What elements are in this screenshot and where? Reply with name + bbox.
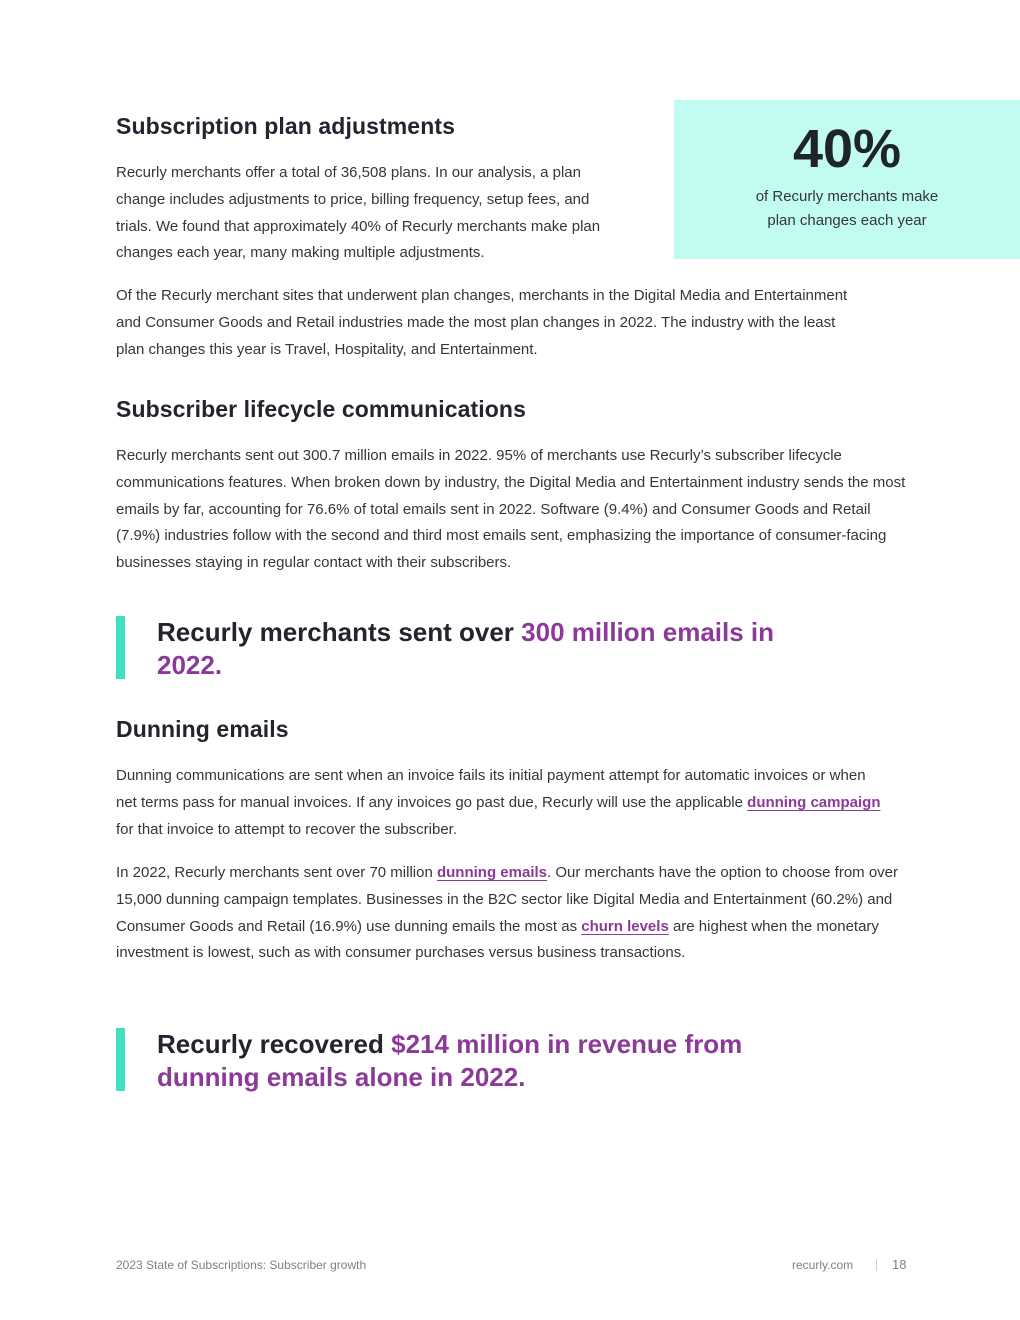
paragraph-dunning-communications — [116, 763, 886, 843]
callout-highlight-text: $214 million in revenue from dunning emails alone in 2022. — [157, 1029, 743, 1092]
callout-text — [157, 616, 836, 682]
footer-document-title: 2023 State of Subscriptions: Subscriber growth — [116, 1258, 367, 1272]
paragraph-plans: Recurly merchants offer a total of 36,508 plans. In our analysis, a plan change includes adjustments to price, billing frequency, setup fees, and trials. We found that approximately 40% of Recurly merchants make plan changes each year, many making multiple adjustments. — [116, 164, 601, 262]
callout-accent-bar — [116, 1028, 125, 1091]
dunning-stats-text-2: . Our merchants have the option to choose from over 15,000 dunning campaign templates. Businesses in the B2C sector like Digital Media and Entertainment (60.2%) and Consumer Goods and Retail (16.9%) use dunning emails the most as — [116, 864, 899, 935]
heading-subscription-plan-adjustments: Subscription plan adjustments — [116, 113, 455, 139]
paragraph-plan-changes-industries: Of the Recurly merchant sites that underwent plan changes, merchants in the Digital Media and Entertainment and Consumer Goods and Retail industries made the most plan changes in 2022. The industry with the least plan changes this year is Travel, Hospitality, and Entertainment. — [116, 287, 848, 358]
page-number: 18 — [892, 1257, 907, 1272]
callout-accent-bar — [116, 616, 125, 679]
churn-levels-link[interactable]: churn levels — [581, 917, 669, 935]
callout-highlight-text: 300 million emails in 2022. — [157, 617, 775, 680]
stat-callout-box — [674, 100, 1020, 259]
dunning-stats-text-3: are highest when the monetary investment is lowest, such as with consumer purchases versus business transactions. — [116, 917, 879, 962]
dunning-text-1: Dunning communications are sent when an invoice fails its initial payment attempt for automatic invoices or when net terms pass for manual invoices. If any invoices go past due, Recurly will use the applicable — [116, 767, 866, 811]
stat-value: 40% — [792, 119, 902, 179]
callout-plain-text: Recurly merchants sent over — [157, 617, 522, 647]
dunning-campaign-link[interactable]: dunning campaign — [747, 793, 881, 811]
stat-caption: of Recurly merchants make plan changes each year — [755, 188, 939, 229]
dunning-text-2: for that invoice to attempt to recover the subscriber. — [116, 820, 458, 838]
paragraph-lifecycle-emails: Recurly merchants sent out 300.7 million emails in 2022. 95% of merchants use Recurly’s subscriber lifecycle communications features. When broken down by industry, the Digital Media and Entertainment industry sends the most emails by far, accounting for 76.6% of total emails sent in 2022. Software (9.4%) and Consumer Goods and Retail (7.9%) industries follow with the second and third most emails sent, emphasizing the importance of consumer-facing businesses staying in regular contact with their subscribers. — [116, 447, 906, 572]
dunning-stats-text-1: In 2022, Recurly merchants sent over 70 million — [116, 864, 437, 881]
callout-300-million-emails — [116, 616, 836, 679]
footer-divider — [876, 1259, 877, 1271]
heading-dunning-emails: Dunning emails — [116, 716, 289, 742]
dunning-emails-link[interactable]: dunning emails — [436, 864, 547, 881]
callout-text — [157, 1028, 836, 1094]
callout-214-million-recovered — [116, 1028, 836, 1091]
footer-site-link[interactable]: recurly.com — [792, 1258, 854, 1272]
paragraph-dunning-stats — [116, 860, 908, 967]
heading-subscriber-lifecycle-communications: Subscriber lifecycle communications — [116, 396, 526, 422]
callout-plain-text: Recurly recovered — [157, 1029, 392, 1059]
